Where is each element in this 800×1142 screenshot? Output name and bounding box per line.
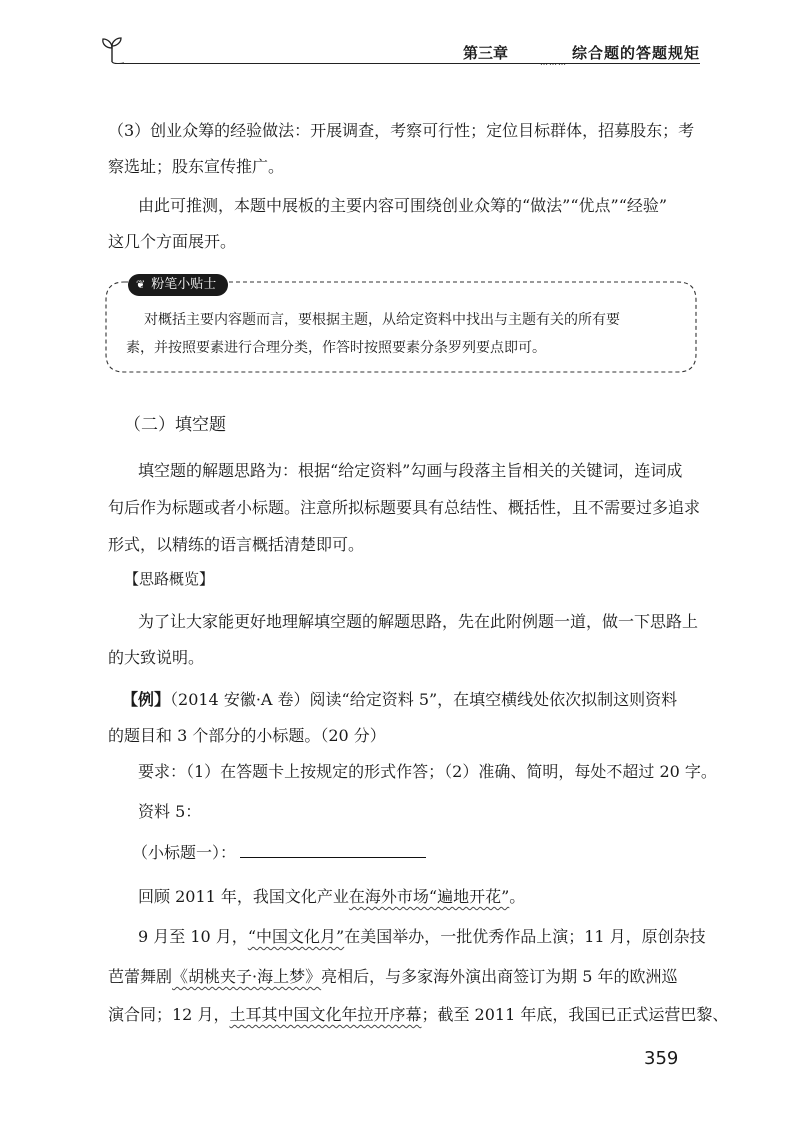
text-line <box>108 959 700 997</box>
text-line: 句后作为标题或者小标题。注意所拟标题要具有总结性、概括性，且不需要过多追求 <box>108 498 701 517</box>
text-line: 要求：（1）在答题卡上按规定的形式作答；（2）准确、简明，每处不超过 20 字。 <box>138 762 717 781</box>
text-line <box>108 841 700 865</box>
text-line <box>108 682 700 718</box>
text-line: （3）创业众筹的经验做法：开展调查，考察可行性；定位目标群体，招募股东；考 <box>108 121 695 140</box>
text-line: 的大致说明。 <box>108 648 205 667</box>
text-run: 9 月至 10 月， <box>138 927 248 946</box>
paragraph-material-body <box>108 879 729 1035</box>
fill-in-blank <box>240 843 426 858</box>
paragraph-example <box>108 682 700 754</box>
page-number: 359 <box>644 1048 679 1069</box>
tip-badge <box>128 274 228 296</box>
section-heading: （二）填空题 <box>124 415 226 435</box>
tip-text <box>126 306 684 362</box>
text-run: 在美国举办，一批优秀作品上演；11 月，原创杂技 <box>344 927 706 946</box>
paragraph-overview <box>108 604 700 676</box>
paragraph-subtitle-blank <box>108 841 700 865</box>
wavy-underlined-text: “中国文化月” <box>247 927 345 946</box>
text-line <box>108 997 729 1035</box>
wavy-underlined-text: 土耳其中国文化年拉开序幕 <box>229 1005 422 1024</box>
text-line: 资料 5： <box>138 802 202 821</box>
paragraph-experience <box>108 113 700 185</box>
leaf-icon: ❦ <box>136 278 146 291</box>
sprout-icon <box>100 36 126 64</box>
wavy-underlined-text: 《胡桃夹子·海上梦》 <box>172 967 322 986</box>
text-run: ；截至 2011 年底，我国已正式运营巴黎、 <box>421 1005 729 1024</box>
text-line: 为了让大家能更好地理解填空题的解题思路，先在此附例题一道，做一下思路上 <box>138 612 699 631</box>
text-line: 这几个方面展开。 <box>108 232 237 251</box>
text-line: 形式，以精练的语言概括清楚即可。 <box>108 535 365 554</box>
text-line <box>108 919 706 959</box>
text-line: 对概括主要内容题而言，要根据主题，从给定资料中找出与主题有关的所有要 <box>144 312 620 328</box>
overview-heading: 【思路概览】 <box>124 570 215 588</box>
text-line <box>108 879 700 919</box>
example-intro: （2014 安徽·A 卷）阅读“给定资料 5”，在填空横线处依次拟制这则资料 <box>170 690 678 709</box>
subtitle-label: （小标题一）： <box>132 843 237 862</box>
paragraph-inference <box>108 188 700 260</box>
text-run: 芭蕾舞剧 <box>108 967 173 986</box>
text-run: 回顾 2011 年，我国文化产业 <box>138 887 349 906</box>
text-run: 。 <box>509 887 526 906</box>
text-line: 由此可推测，本题中展板的主要内容可围绕创业众筹的“做法”“优点”“经验” <box>138 196 668 215</box>
text-run: 演合同；12 月， <box>108 1005 230 1024</box>
example-label: 【例】 <box>122 690 171 709</box>
paragraph-fill-blank-method <box>108 452 700 563</box>
chapter-title: 综合题的答题规矩 <box>571 44 700 62</box>
chapter-label: 第三章 <box>462 44 508 62</box>
tip-box <box>104 277 698 374</box>
running-header <box>100 34 700 68</box>
header-rule <box>122 63 700 64</box>
tip-badge-label: 粉笔小贴士 <box>151 277 217 292</box>
text-line: 察选址；股东宣传推广。 <box>108 157 285 176</box>
wavy-underlined-text: 在海外市场“遍地开花” <box>348 887 510 906</box>
header-dots: ……… <box>540 58 567 67</box>
text-line: 素，并按照要素进行合理分类，作答时按照要素分条罗列要点即可。 <box>126 340 546 356</box>
text-run: 亮相后，与多家海外演出商签订为期 5 年的欧洲巡 <box>321 967 678 986</box>
paragraph-requirement <box>108 760 717 784</box>
paragraph-material <box>108 800 700 824</box>
text-line: 的题目和 3 个部分的小标题。（20 分） <box>108 726 386 745</box>
text-line: 填空题的解题思路为：根据“给定资料”勾画与段落主旨相关的关键词，连词成 <box>138 461 683 480</box>
